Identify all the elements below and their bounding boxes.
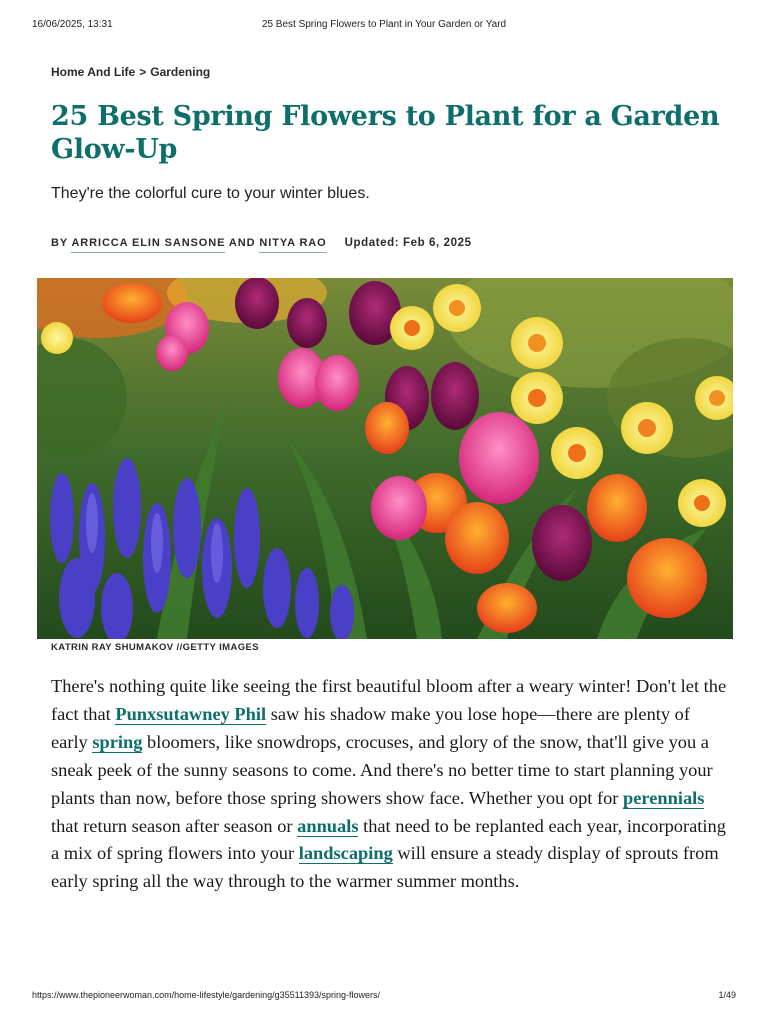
byline <box>51 237 472 249</box>
intro-text-4: that return season after season or <box>51 815 298 836</box>
article-intro-paragraph <box>51 673 731 896</box>
breadcrumb <box>51 65 210 79</box>
article-dek: They're the colorful cure to your winter blues. <box>51 185 370 202</box>
print-page-number: 1/49 <box>718 990 736 1000</box>
intro-text-6: will ensure a steady display of sprouts from early spring all the way through to the warmer summer months. <box>51 843 719 892</box>
photo-credit: KATRIN RAY SHUMAKOV //GETTY IMAGES <box>51 642 260 653</box>
print-date: 16/06/2025, 13:31 <box>32 19 113 30</box>
byline-and: AND <box>228 237 256 249</box>
intro-text-2: saw his shadow make you lose hope—there are plenty of early <box>51 703 690 752</box>
spring-flowers-photo-icon <box>37 278 733 639</box>
print-url: https://www.thepioneerwoman.com/home-lifestyle/gardening/g35511393/spring-flowers/ <box>32 990 381 1000</box>
print-footer <box>32 990 736 1004</box>
intro-text-1: There's nothing quite like seeing the first beautiful bloom after a weary winter! Don't let the fact that <box>51 676 727 724</box>
intro-text-3: bloomers, like snowdrops, crocuses, and glory of the snow, that'll give you a sneak peek of the sunny seasons to come. And there's no better time to start planning your plants than now, before those spring showers show face. Whether you opt for <box>51 731 713 808</box>
link-annuals[interactable]: annuals <box>297 815 359 836</box>
link-landscaping[interactable]: landscaping <box>298 843 393 864</box>
print-doc-title: 25 Best Spring Flowers to Plant in Your Garden or Yard <box>261 19 507 30</box>
breadcrumb-gardening[interactable]: Gardening <box>150 65 211 79</box>
breadcrumb-home-and-life[interactable]: Home And Life <box>51 65 136 79</box>
intro-text-5: that need to be replanted each year, incorporating a mix of spring flowers into your <box>51 815 726 864</box>
updated-date: Updated: Feb 6, 2025 <box>344 237 472 249</box>
hero-image <box>37 278 733 639</box>
article-title: 25 Best Spring Flowers to Plant for a Garden Glow-Up <box>51 101 720 165</box>
link-punxsutawney-phil[interactable]: Punxsutawney Phil <box>115 703 267 724</box>
link-spring[interactable]: spring <box>92 731 143 752</box>
author-link-arricca[interactable]: ARRICCA ELIN SANSONE <box>71 237 225 253</box>
byline-by: BY <box>51 237 68 249</box>
breadcrumb-separator: > <box>139 65 147 79</box>
print-header <box>32 19 736 33</box>
link-perennials[interactable]: perennials <box>623 787 705 808</box>
author-link-nitya[interactable]: NITYA RAO <box>259 237 326 253</box>
